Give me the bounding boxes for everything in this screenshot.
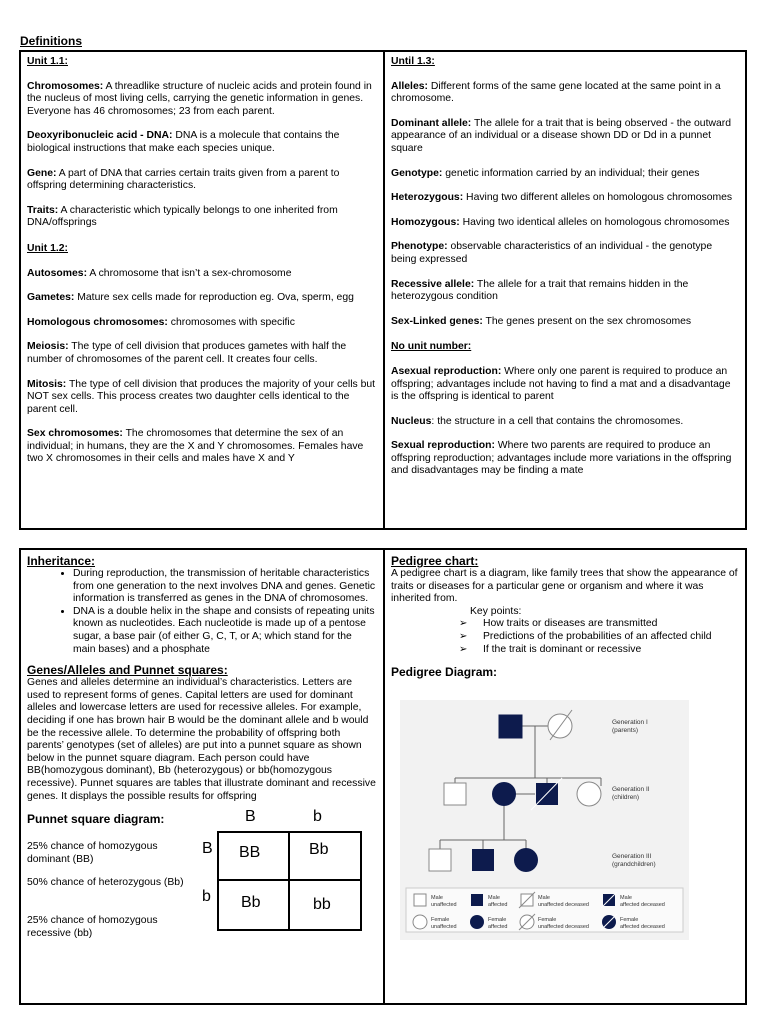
definition-text: The type of cell division that produces the majority of your cells but NOT sex cells. This process creates two daughter cells identical to the parent cell.	[27, 378, 376, 415]
definition-term: Meiosis:	[27, 341, 69, 353]
punnet-col-header-1: B	[245, 808, 256, 826]
definition-entry	[391, 168, 739, 181]
punnet-chance-2: 50% chance of heterozygous (Bb)	[27, 877, 184, 889]
definition-entry	[27, 292, 377, 305]
legend-label: unaffected	[431, 902, 457, 908]
definition-entry	[391, 118, 739, 156]
page-title: Definitions	[20, 34, 82, 48]
definition-text: Different forms of the same gene located at the same point in a chromosome.	[391, 80, 721, 105]
definition-text: Mature sex cells made for reproduction eg. Ova, sperm, egg	[74, 292, 354, 304]
definition-term: Phenotype:	[391, 241, 448, 253]
pedigree-diagram	[400, 700, 689, 940]
definition-term: Recessive allele:	[391, 278, 475, 290]
definition-text: The allele for a trait that is being observed - the outward appearance of an individual or a disease shown DD or Dd in a punnet square	[391, 117, 731, 154]
punnet-section	[27, 808, 377, 951]
generation-3-label: Generation III	[612, 853, 652, 860]
definition-entry	[391, 192, 739, 205]
definition-entry	[27, 379, 377, 417]
generation-2-label: Generation II	[612, 786, 650, 793]
definition-term: Dominant allele:	[391, 117, 472, 129]
definition-entry	[27, 428, 377, 466]
inheritance-heading: Inheritance:	[27, 554, 96, 568]
definition-text: Where two parents are required to produce an offspring reproduction; advantages include more variations in the offspring and disadvantages may be finding a mate	[391, 440, 732, 477]
definition-text: The genes present on the sex chromosomes	[482, 315, 692, 327]
legend-label: Male	[538, 895, 550, 901]
key-points-list	[391, 618, 739, 656]
list-item: ➢ Predictions of the probabilities of an affected child	[459, 631, 739, 644]
legend-label: affected deceased	[620, 924, 665, 930]
section-heading: Unit 1.1:	[27, 56, 68, 67]
definition-term: Heterozygous:	[391, 192, 464, 204]
definition-term: Nucleus	[391, 415, 432, 427]
definition-text: genetic information carried by an individual; their genes	[442, 167, 700, 179]
definitions-left-column	[21, 52, 383, 528]
definition-entry	[27, 341, 377, 366]
legend-label: unaffected deceased	[538, 902, 589, 908]
definition-text: A characteristic which typically belongs to one inherited from DNA/offsprings	[27, 204, 338, 229]
pedigree-heading: Pedigree chart:	[391, 554, 479, 568]
definition-text: The allele for a trait that remains hidden in the heterozygous condition	[391, 278, 689, 303]
definition-term: Mitosis:	[27, 378, 67, 390]
definition-entry	[27, 81, 377, 119]
definition-entry	[27, 317, 377, 330]
page-edge-gap	[250, 997, 370, 1003]
punnet-cell-Bb-bottom: Bb	[241, 894, 261, 912]
gen1-male-affected-icon	[499, 715, 522, 738]
generation-2-sub: (children)	[612, 794, 640, 801]
definition-text: chromosomes with specific	[167, 316, 295, 328]
definitions-right-column	[383, 52, 745, 528]
definition-entry	[391, 366, 739, 404]
gen1-female-deceased-icon	[548, 710, 572, 740]
definition-term: Sexual reproduction:	[391, 440, 495, 452]
generation-1-sub: (parents)	[612, 727, 639, 734]
pedigree-paragraph: A pedigree chart is a diagram, like family trees that show the appearance of traits or diseases for a particular gene or organism and where it was inherited from.	[391, 568, 738, 605]
punnet-cell-bb: bb	[313, 896, 331, 914]
legend-female-affected-icon	[470, 915, 484, 929]
legend-label: Male	[620, 895, 632, 901]
legend-label: Female	[431, 917, 450, 923]
punnet-col-header-2: b	[313, 808, 322, 826]
legend-label: affected	[488, 924, 508, 930]
gen2-female-affected-icon	[492, 782, 516, 806]
inheritance-bullets	[27, 568, 377, 656]
definition-entry	[391, 440, 739, 478]
genes-heading: Genes/Alleles and Punnet squares:	[27, 663, 228, 678]
legend-male-unaffected-icon	[414, 894, 426, 906]
generation-1-label: Generation I	[612, 719, 648, 726]
definition-entry	[27, 268, 377, 281]
legend-label: Male	[431, 895, 443, 901]
definition-text: A threadlike structure of nucleic acids and protein found in the nucleus of most living cells, carrying the genetic information in genes. Everyone has 46 chromosomes; 23 from each parent.	[27, 80, 372, 117]
section-heading: No unit number:	[391, 341, 472, 353]
legend-male-unaffected-deceased-icon	[519, 892, 535, 908]
legend-label: Female	[620, 917, 639, 923]
list-item: • DNA is a double helix in the shape and consists of repeating units known as nucleotides. Each nucleotide is made up of a pentose sugar, a base pair (of either G, C, T, or A; which stand for the main bases) and a phosphate	[73, 606, 377, 656]
gen2-male-unaffected-icon	[444, 783, 466, 805]
definition-entry	[391, 241, 739, 266]
gen3-male-affected-icon	[472, 849, 494, 871]
definition-term: Homologous chromosomes:	[27, 316, 168, 328]
key-points-label: Key points:	[470, 605, 522, 617]
legend-label: unaffected deceased	[538, 924, 589, 930]
definition-entry	[391, 217, 739, 230]
definition-term: Genotype:	[391, 167, 443, 179]
pedigree-legend	[406, 888, 683, 932]
definition-entry	[27, 168, 377, 193]
definitions-box	[19, 50, 747, 530]
definition-term: Autosomes:	[27, 267, 88, 279]
inheritance-column	[21, 550, 383, 1003]
inheritance-box	[19, 548, 747, 1005]
punnet-chance-3: 25% chance of homozygous recessive (bb)	[27, 915, 158, 939]
definition-entry	[391, 81, 739, 106]
definition-entry	[27, 205, 377, 230]
definition-entry	[391, 316, 739, 329]
section-heading: Until 1.3:	[391, 56, 435, 67]
legend-male-affected-icon	[471, 894, 483, 906]
definition-text: : the structure in a cell that contains the chromosomes.	[431, 415, 684, 427]
list-item: • During reproduction, the transmission of heritable characteristics from one generation to the next involves DNA and genes. Genetic information is transferred as genes in the DNA of chromosomes.	[73, 568, 377, 606]
definition-term: Deoxyribonucleic acid - DNA:	[27, 130, 173, 142]
list-item: ➢ How traits or diseases are transmitted	[459, 618, 739, 631]
definition-text: The chromosomes that determine the sex of an individual; in humans, they are the X and Y chromosomes. Females have two X chromosomes in their cells and males have X and Y	[27, 428, 364, 465]
definition-term: Gametes:	[27, 292, 75, 304]
definition-entry	[391, 279, 739, 304]
punnet-row-header-1: B	[202, 840, 213, 858]
section-heading: Unit 1.2:	[27, 242, 68, 254]
definition-text: Having two identical alleles on homologous chromosomes	[459, 216, 730, 228]
legend-label: Female	[488, 917, 507, 923]
generation-3-sub: (grandchildren)	[612, 861, 656, 868]
punnet-square	[193, 808, 373, 943]
punnet-cell-BB: BB	[239, 844, 261, 862]
definition-term: Traits:	[27, 204, 59, 216]
definition-text: Where only one parent is required to produce an offspring; advantages include not having to find a mat and a disadvantage is the offspring is identical to parent	[391, 365, 731, 403]
definition-term: Sex chromosomes:	[27, 428, 123, 440]
legend-female-unaffected-icon	[413, 915, 427, 929]
pedigree-diagram-heading: Pedigree Diagram:	[391, 665, 498, 680]
punnet-chance-1: 25% chance of homozygous dominant (BB)	[27, 841, 158, 865]
definition-text: observable characteristics of an individual - the genotype being expressed	[391, 241, 713, 265]
definition-entry	[391, 416, 739, 429]
legend-male-affected-deceased-icon	[601, 892, 617, 908]
definition-term: Gene:	[27, 167, 57, 179]
definition-term: Sex-Linked genes:	[391, 315, 483, 327]
gen3-female-affected-icon	[514, 848, 538, 872]
legend-label: affected deceased	[620, 902, 665, 908]
list-item: ➢ If the trait is dominant or recessive	[459, 644, 739, 657]
definition-term: Homozygous:	[391, 216, 460, 228]
legend-label: Male	[488, 895, 500, 901]
definition-term: Chromosomes:	[27, 80, 104, 92]
definition-text: The type of cell division that produces gametes with half the number of chromosomes of the parent cell. It creates four cells.	[27, 341, 347, 365]
definition-text: A part of DNA that carries certain traits given from a parent to offspring determining characteristics.	[27, 167, 340, 192]
legend-label: unaffected	[431, 924, 457, 930]
gen2-female-unaffected-icon	[577, 782, 601, 806]
gen3-male-unaffected-icon	[429, 849, 451, 871]
definition-term: Alleles:	[391, 80, 428, 92]
definition-text: DNA is a molecule that contains the biological instructions that make each species unique.	[27, 130, 340, 154]
punnet-cell-Bb-top: Bb	[309, 841, 329, 859]
genes-paragraph: Genes and alleles determine an individual’s characteristics. Letters are used to represent forms of genes. Capital letters are used for dominant alleles and lowercase letters are used for recessive alleles. For example, deciding if one has brown hair B would be the dominant allele and b would be the recessive allele. To determine the probability of offspring both parents’ genotypes (set of alleles) are put into a punnet square as shown below in the punnet square diagram. Each person could have BB(homozygous dominant), Bb (heterozygous) or bb(homozygous recessive). Punnet squares are tables that illustrate dominant and recessive genes. It displays the possible results for offspring	[27, 677, 376, 802]
punnet-row-header-2: b	[202, 888, 211, 906]
definition-text: Having two different alleles on homologous chromosomes	[463, 192, 733, 204]
punnet-grid	[217, 831, 362, 931]
definition-entry	[27, 130, 377, 155]
pedigree-column	[383, 550, 745, 1003]
legend-label: Female	[538, 917, 557, 923]
definition-text: A chromosome that isn’t a sex-chromosome	[87, 267, 292, 279]
pedigree-svg	[400, 700, 689, 940]
punnet-heading: Punnet square diagram:	[27, 812, 165, 827]
definition-term: Asexual reproduction:	[391, 365, 502, 377]
legend-label: affected	[488, 902, 508, 908]
